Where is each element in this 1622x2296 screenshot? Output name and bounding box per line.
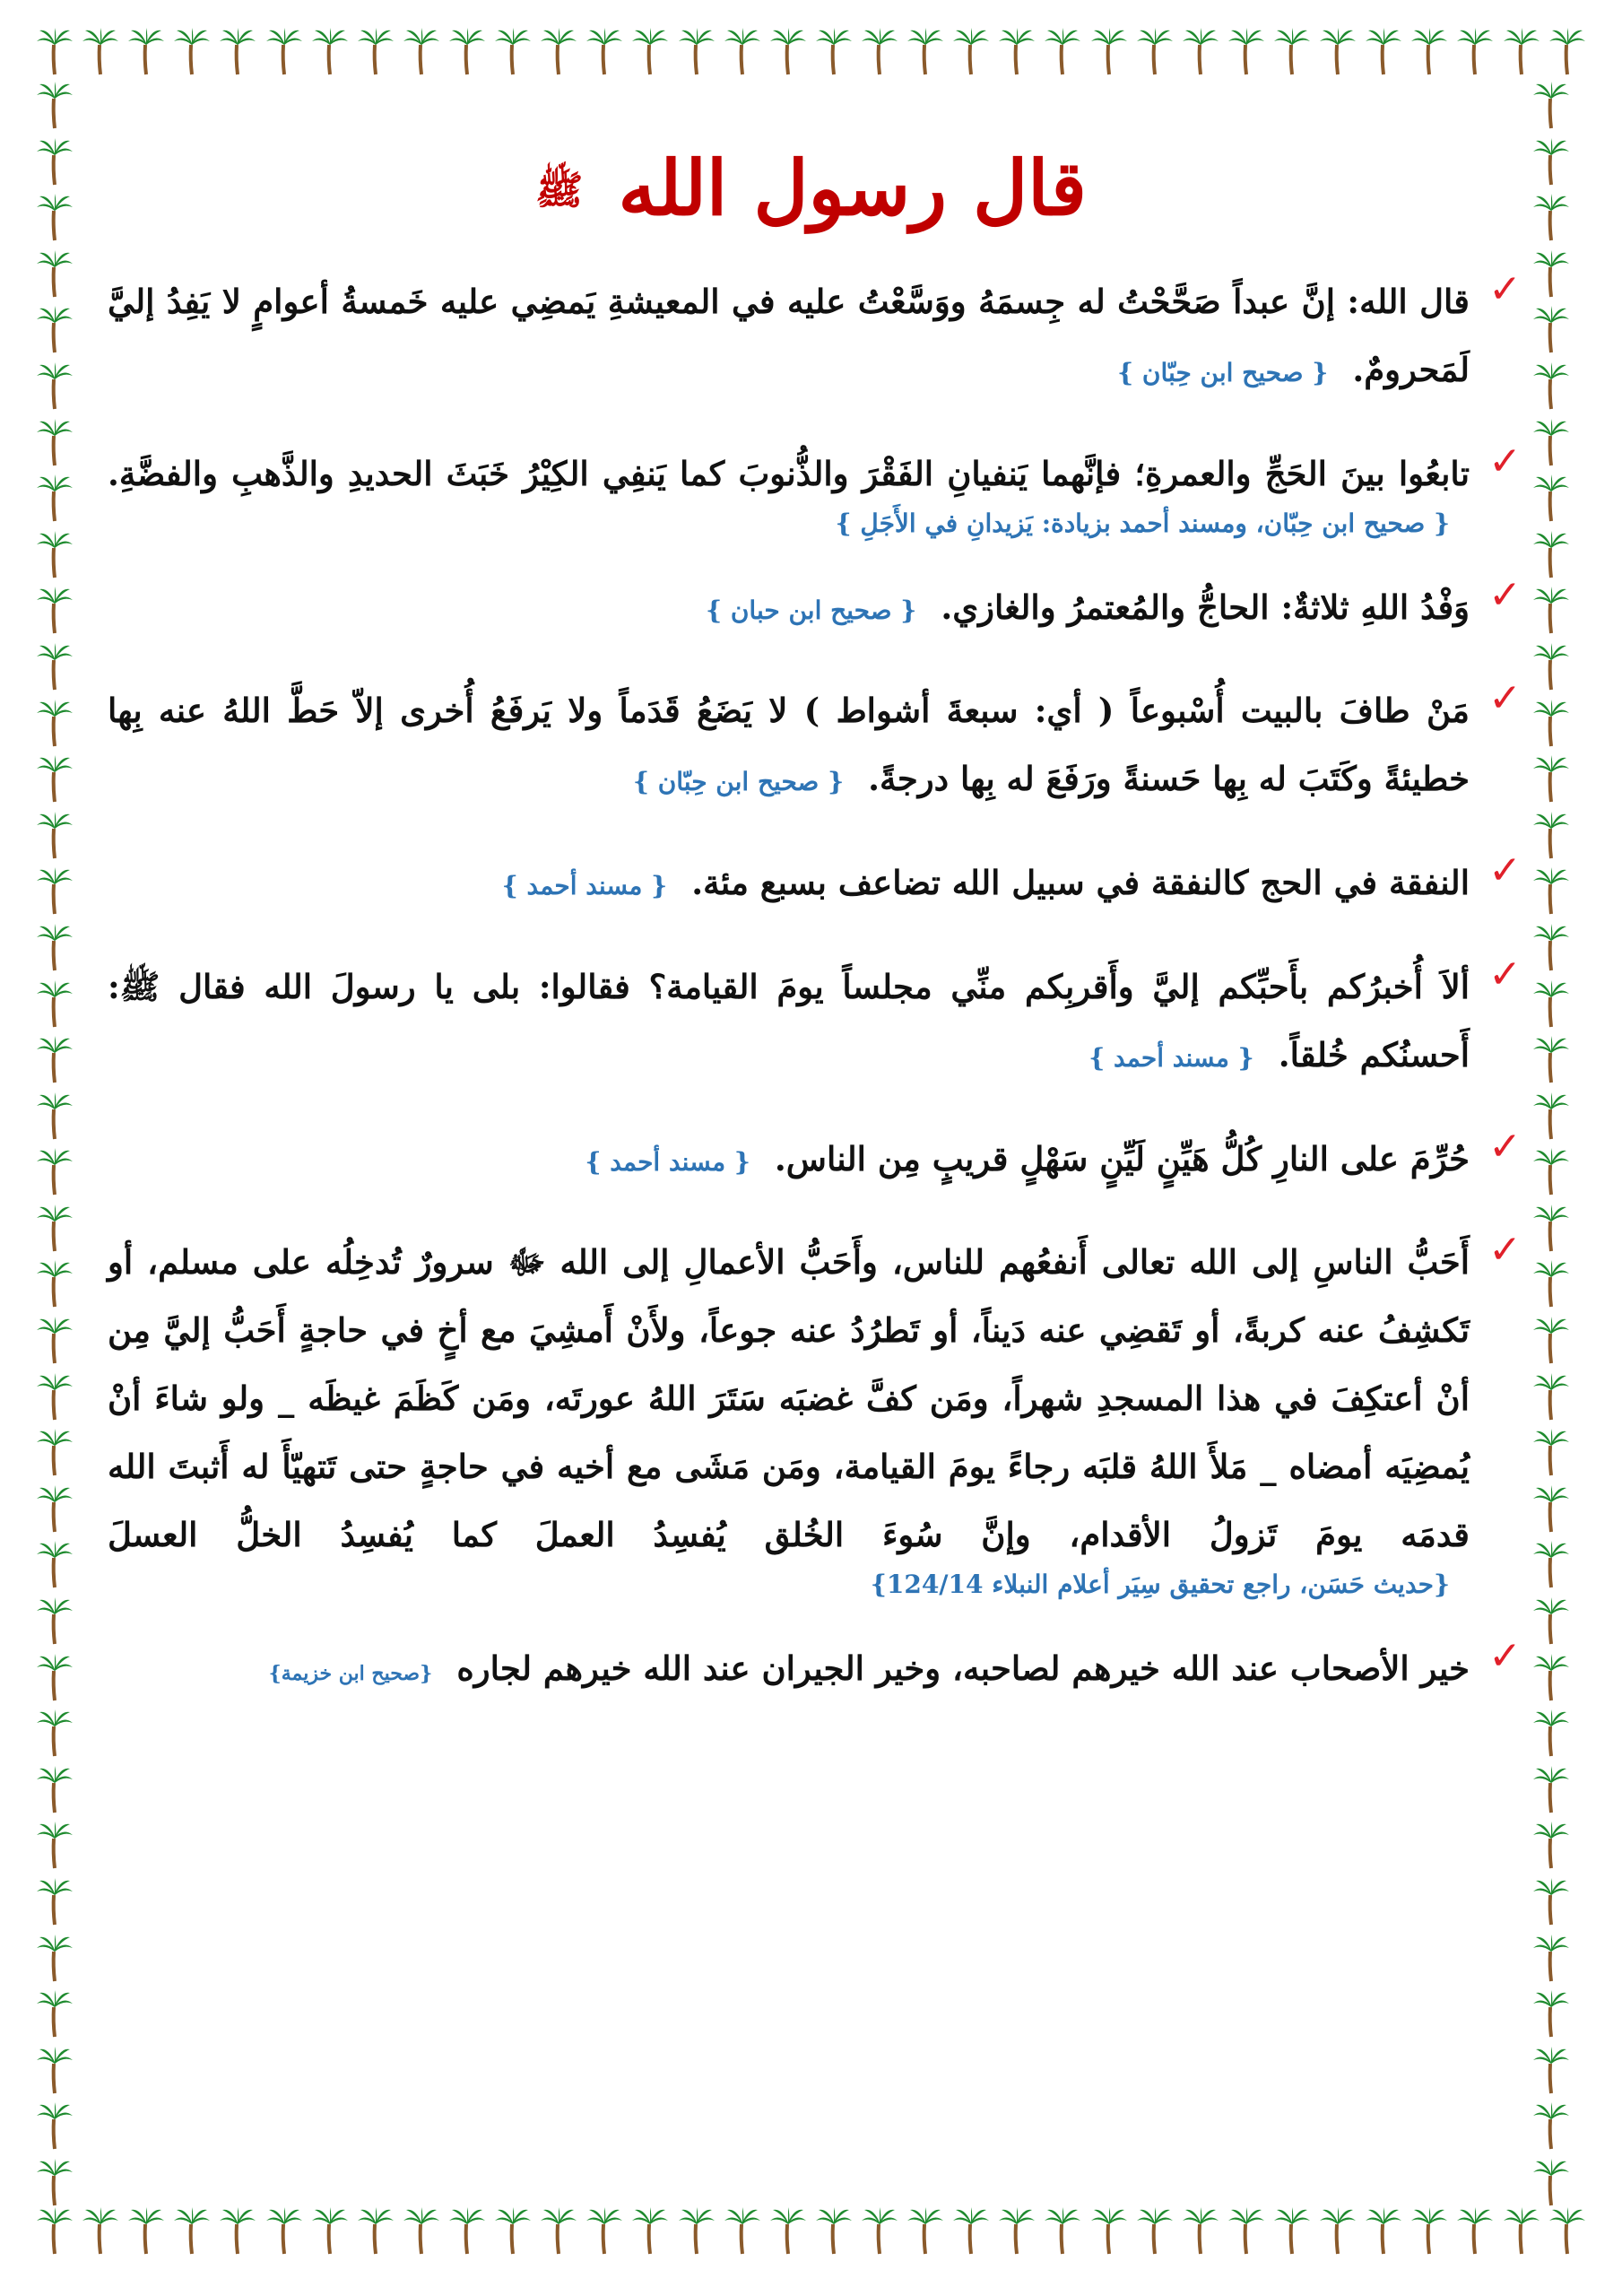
palm-tree-icon [494,2206,532,2255]
palm-tree-icon [1548,27,1586,75]
palm-tree-icon [36,1259,74,1308]
palm-tree-icon [36,1989,74,2038]
palm-tree-icon [36,81,74,129]
palm-tree-icon [36,1484,74,1533]
palm-tree-icon [36,1821,74,1869]
palm-tree-icon [1532,305,1570,353]
palm-tree-icon [36,27,74,75]
check-icon: ✓ [1488,266,1522,312]
palm-tree-icon [1532,1091,1570,1140]
palm-tree-icon [36,418,74,466]
palm-tree-icon [36,2206,74,2255]
check-icon: ✓ [1488,848,1522,894]
palm-tree-icon [403,27,440,75]
palm-tree-icon [1532,530,1570,578]
border-right [1532,81,1586,2206]
palm-tree-icon [1456,27,1494,75]
check-icon: ✓ [1488,1632,1522,1679]
palm-tree-icon [1532,193,1570,241]
palm-tree-icon [998,27,1036,75]
palm-tree-icon [1044,27,1081,75]
palm-tree-icon [1532,979,1570,1028]
hadith-item [108,848,1522,918]
palm-tree-icon [36,642,74,691]
palm-tree-icon [678,2206,716,2255]
palm-tree-icon [36,137,74,186]
palm-tree-icon [36,1596,74,1645]
palm-tree-icon [36,699,74,747]
palm-tree-icon [1319,27,1357,75]
palm-tree-icon [1456,2206,1494,2255]
palm-tree-icon [1532,2046,1570,2094]
palm-tree-icon [36,193,74,241]
palm-tree-icon [36,1316,74,1364]
palm-tree-icon [219,2206,256,2255]
palm-tree-icon [36,1147,74,1196]
border-left [36,81,90,2206]
hadith-source: {صحيح ابن خزيمة} [268,1661,433,1685]
palm-tree-icon [1365,2206,1402,2255]
palm-tree-icon [1532,1259,1570,1308]
document-page [108,126,1522,2179]
palm-tree-icon [1532,811,1570,859]
palm-tree-icon [36,249,74,298]
palm-tree-icon [1532,2101,1570,2150]
palm-tree-icon [952,27,990,75]
hadith-item [108,438,1522,538]
palm-tree-icon [173,27,211,75]
palm-tree-icon [173,2206,211,2255]
palm-tree-icon [36,586,74,634]
palm-tree-icon [36,2101,74,2150]
palm-tree-icon [1532,418,1570,466]
palm-tree-icon [1532,81,1570,129]
hadith-text: خير الأصحاب عند الله خيرهم لصاحبه، وخير الجيران عند الله خيرهم لجاره [456,1648,1470,1688]
palm-tree-icon [36,811,74,859]
palm-tree-icon [36,305,74,353]
hadith-source: {حديث حَسَن، راجع تحقيق سِيَر أعلام النبلاء 124/14} [870,1569,1450,1599]
palm-tree-icon [36,2158,74,2206]
palm-tree-icon [36,1428,74,1476]
hadith-source: { صحيح ابن حِبّان } [1117,357,1329,387]
palm-tree-icon [448,27,486,75]
palm-tree-icon [1532,1204,1570,1252]
palm-tree-icon [769,27,807,75]
palm-tree-icon [631,2206,669,2255]
palm-tree-icon [724,27,761,75]
hadith-item [108,675,1522,813]
palm-tree-icon [36,361,74,410]
palm-tree-icon [1532,1877,1570,1926]
palm-tree-icon [219,27,256,75]
palm-tree-icon [1532,137,1570,186]
palm-tree-icon [1182,27,1219,75]
palm-tree-icon [127,27,165,75]
palm-tree-icon [311,2206,349,2255]
hadith-text: تابعُوا بينَ الحَجِّ والعمرةِ؛ فإنَّهما يَنفيانِ الفَقْرَ والذُّنوبَ كما يَنفِي الكِيْرُ خَبَثَ الحديدِ والذَّهبِ والفضَّةِ. [108,453,1470,493]
page-title [108,144,1514,232]
palm-tree-icon [1532,2158,1570,2206]
palm-tree-icon [1532,1765,1570,1813]
palm-tree-icon [906,27,944,75]
palm-tree-icon [1182,2206,1219,2255]
palm-tree-icon [1410,27,1448,75]
hadith-text: ألاَ أُخبرُكم بأَحبِّكم إليَّ وأَقربِكم منِّي مجلساً يومَ القيامة؟ فقالوا: بلى يا رسولَ الله فقال ﷺ: أَحسنُكم خُلقاً. [108,966,1470,1074]
title-salutation: ﷺ [535,168,584,213]
check-icon: ✓ [1488,1123,1522,1170]
border-top [36,27,1586,81]
hadith-item [108,1123,1522,1194]
palm-tree-icon [1090,2206,1128,2255]
palm-tree-icon [36,1934,74,1982]
palm-tree-icon [861,2206,898,2255]
hadith-text: النفقة في الحج كالنفقة في سبيل الله تضاعف بسبع مئة. [691,863,1470,903]
palm-tree-icon [815,2206,853,2255]
check-icon: ✓ [1488,951,1522,997]
palm-tree-icon [265,27,303,75]
palm-tree-icon [357,27,395,75]
hadith-source: { صحيح ابن حِبّان } [632,767,845,797]
check-icon: ✓ [1488,438,1522,484]
check-icon: ✓ [1488,1227,1522,1274]
hadith-item [108,571,1522,642]
palm-tree-icon [265,2206,303,2255]
palm-tree-icon [82,27,119,75]
palm-tree-icon [36,1765,74,1813]
palm-tree-icon [1227,27,1265,75]
hadith-item [108,951,1522,1090]
hadith-text: وَفْدُ اللهِ ثلاثةٌ: الحاجُّ والمُعتمرُ والغازي. [941,587,1470,627]
check-icon: ✓ [1488,571,1522,618]
palm-tree-icon [1532,1372,1570,1421]
palm-tree-icon [1136,2206,1174,2255]
palm-tree-icon [1532,642,1570,691]
palm-tree-icon [1532,361,1570,410]
palm-tree-icon [906,2206,944,2255]
palm-tree-icon [1532,1989,1570,2038]
palm-tree-icon [1532,699,1570,747]
title-text: قال رسول الله [618,144,1087,232]
palm-tree-icon [1532,1428,1570,1476]
palm-tree-icon [36,754,74,803]
hadith-item [108,1632,1522,1703]
palm-tree-icon [311,27,349,75]
palm-tree-icon [1532,1934,1570,1982]
palm-tree-icon [585,27,623,75]
palm-tree-icon [403,2206,440,2255]
palm-tree-icon [998,2206,1036,2255]
hadith-text: مَنْ طافَ بالبيت أُسْبوعاً ( أي: سبعةَ أشواط ) لا يَضَعُ قَدَماً ولا يَرفَعُ أُخرى إلاّ حَطَّ اللهُ عنه بِها خطيئةً وكَتَبَ له بِها حَسنةً ورَفَعَ له بِها درجةً. [108,691,1470,799]
palm-tree-icon [357,2206,395,2255]
palm-tree-icon [952,2206,990,2255]
palm-tree-icon [1532,923,1570,971]
palm-tree-icon [36,1035,74,1083]
palm-tree-icon [82,2206,119,2255]
palm-tree-icon [448,2206,486,2255]
palm-tree-icon [1319,2206,1357,2255]
hadith-text: قال الله: إنَّ عبداً صَحَّحْتُ له جِسمَهُ ووَسَّعْتُ عليه في المعيشةِ يَمضِي عليه خَمسةُ أعوامٍ لا يَفِدُ إليَّ لَمَحرومٌ. [108,282,1470,389]
check-icon: ✓ [1488,675,1522,722]
border-bottom [36,2206,1586,2260]
palm-tree-icon [36,1204,74,1252]
palm-tree-icon [1090,27,1128,75]
hadith-text: أَحَبُّ الناسِ إلى الله تعالى أَنفعُهم للناس، وأَحَبُّ الأعمالِ إلى الله ﷻ سرورٌ تُدخِلُه على مسلم، أو تَكشِفُ عنه كربةً، أو تَقضِي عنه دَيناً، أو تَطرُدُ عنه جوعاً، ولأَنْ أَمشِيَ مع أخٍ في حاجةٍ أَحَبُّ إليَّ مِن أنْ أعتكِفَ في هذا المسجدِ شهراً، ومَن كفَّ غضبَه سَتَرَ اللهُ عورتَه، ومَن كَظَمَ غيظَه _ ولو شاءَ أنْ يُمضِيَه أمضاه _ مَلأَ اللهُ قلبَه رجاءً يومَ القيامة، ومَن مَشَى مع أخيه في حاجةٍ حتى تَتهيّأَ له أَثبتَ الله قدمَه يومَ تَزولُ الأقدام، وإنَّ سُوءَ الخُلق يُفسِدُ العملَ كما يُفسِدُ الخلُّ العسلَ [108,1242,1470,1554]
palm-tree-icon [36,1709,74,1757]
palm-tree-icon [36,1653,74,1701]
palm-tree-icon [769,2206,807,2255]
palm-tree-icon [631,27,669,75]
palm-tree-icon [1532,474,1570,522]
palm-tree-icon [1532,1316,1570,1364]
hadith-source: { مسند أحمد } [585,1146,750,1177]
palm-tree-icon [1532,1147,1570,1196]
hadith-source: { مسند أحمد } [501,871,668,901]
palm-tree-icon [1503,2206,1540,2255]
palm-tree-icon [36,866,74,915]
palm-tree-icon [1532,1709,1570,1757]
palm-tree-icon [1410,2206,1448,2255]
palm-tree-icon [861,27,898,75]
palm-tree-icon [36,530,74,578]
palm-tree-icon [1532,586,1570,634]
palm-tree-icon [540,27,577,75]
palm-tree-icon [540,2206,577,2255]
palm-tree-icon [36,1091,74,1140]
palm-tree-icon [36,1540,74,1588]
palm-tree-icon [36,474,74,522]
palm-tree-icon [1532,1540,1570,1588]
hadith-text: حُرِّمَ على النارِ كُلُّ هَيِّنٍ لَيِّنٍ سَهْلٍ قريبٍ مِن الناس. [774,1138,1470,1178]
hadith-item [108,266,1522,404]
palm-tree-icon [1548,2206,1586,2255]
palm-tree-icon [1136,27,1174,75]
hadith-source: { صحيح ابن حبان } [706,595,917,625]
palm-tree-icon [494,27,532,75]
palm-tree-icon [1532,1653,1570,1701]
hadith-source: { صحيح ابن حِبّان، ومسند أحمد بزيادة: يَزيدانِ في الأَجَلِ } [835,508,1450,538]
palm-tree-icon [1532,1484,1570,1533]
hadith-item [108,1227,1522,1599]
palm-tree-icon [1273,2206,1311,2255]
palm-tree-icon [1227,2206,1265,2255]
palm-tree-icon [678,27,716,75]
palm-tree-icon [1532,866,1570,915]
palm-tree-icon [1273,27,1311,75]
palm-tree-icon [1044,2206,1081,2255]
palm-tree-icon [1532,249,1570,298]
palm-tree-icon [127,2206,165,2255]
palm-tree-icon [585,2206,623,2255]
palm-tree-icon [36,1372,74,1421]
palm-tree-icon [36,2046,74,2094]
palm-tree-icon [1503,27,1540,75]
palm-tree-icon [1532,1035,1570,1083]
palm-tree-icon [1532,1821,1570,1869]
palm-tree-icon [815,27,853,75]
palm-tree-icon [724,2206,761,2255]
palm-tree-icon [1532,754,1570,803]
palm-tree-icon [36,979,74,1028]
palm-tree-icon [1365,27,1402,75]
palm-tree-icon [36,923,74,971]
palm-tree-icon [1532,1596,1570,1645]
hadith-source: { مسند أحمد } [1089,1042,1254,1073]
palm-tree-icon [36,1877,74,1926]
